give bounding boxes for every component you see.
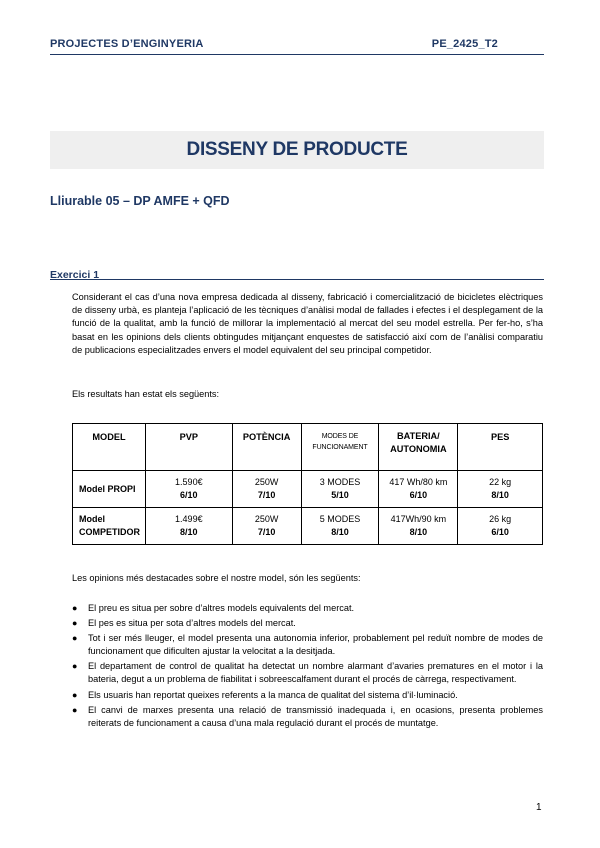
col-header-potencia: POTÈNCIA	[232, 424, 301, 471]
cell-pvp: 1.499€ 8/10	[145, 508, 232, 545]
cell-potencia: 250W 7/10	[232, 471, 301, 508]
results-label: Els resultats han estat els següents:	[72, 389, 220, 399]
col-header-pes: PES	[458, 424, 543, 471]
list-item: ● Tot i ser més lleuger, el model presenta una autonomia inferior, probablement pel reduït nombre de modes de funcionament que dificulten ajustar la velocitat a la desitjada.	[72, 633, 543, 657]
opinions-list	[72, 602, 543, 732]
opinions-label: Les opinions més destacades sobre el nostre model, són les següents:	[72, 573, 361, 583]
header-course: PROJECTES D’ENGINYERIA	[50, 38, 204, 50]
page-title: DISSENY DE PRODUCTE	[186, 139, 408, 160]
row-model-name: Model PROPI	[73, 471, 146, 508]
list-item: ● El canvi de marxes presenta una relació de transmissió inadequada i, en ocasions, presenta problemes reiterats de funcionament a causa d’una mala regulació durant el procés de muntatge.	[72, 704, 543, 728]
list-item: ● Els usuaris han reportat queixes referents a la manca de qualitat del sistema d’il·luminació.	[72, 689, 543, 702]
bullet-icon: ●	[72, 633, 78, 644]
title-box	[50, 131, 544, 169]
table-row	[73, 508, 543, 545]
bullet-icon: ●	[72, 603, 78, 613]
table-row	[73, 471, 543, 508]
list-item: ● El departament de control de qualitat ha detectat un nombre alarmant d’avaries prematures en el motor i la bateria, degut a un problema de fiabilitat i sobreescalfament durant el procés de càrrega, respectivament.	[72, 661, 543, 685]
row-model-name: Model COMPETIDOR	[73, 508, 146, 545]
table-header-row	[73, 424, 543, 471]
cell-pes: 26 kg 6/10	[458, 508, 543, 545]
bullet-icon: ●	[72, 689, 78, 700]
cell-modes: 3 MODES 5/10	[301, 471, 379, 508]
page-header	[50, 38, 544, 55]
col-header-model: MODEL	[73, 424, 146, 471]
cell-pes: 22 kg 8/10	[458, 471, 543, 508]
cell-bateria: 417Wh/90 km 8/10	[379, 508, 458, 545]
cell-potencia: 250W 7/10	[232, 508, 301, 545]
cell-modes: 5 MODES 8/10	[301, 508, 379, 545]
bullet-icon: ●	[72, 661, 78, 672]
col-header-bateria: BATERIA/ AUTONOMIA	[379, 424, 458, 471]
exercise-heading	[50, 265, 544, 280]
deliverable-subtitle: Lliurable 05 – DP AMFE + QFD	[50, 194, 230, 208]
col-header-pvp: PVP	[145, 424, 232, 471]
list-item: ● El preu es situa per sobre d’altres models equivalents del mercat.	[72, 602, 543, 615]
page-number: 1	[536, 802, 542, 813]
col-header-modes: MODES DE FUNCIONAMENT	[301, 424, 379, 471]
header-code: PE_2425_T2	[431, 38, 498, 50]
exercise-title: Exercici 1	[50, 269, 100, 281]
bullet-icon: ●	[72, 704, 78, 715]
cell-pvp: 1.590€ 6/10	[145, 471, 232, 508]
cell-bateria: 417 Wh/80 km 6/10	[379, 471, 458, 508]
bullet-icon: ●	[72, 618, 78, 629]
comparison-table	[72, 423, 543, 545]
intro-paragraph: Considerant el cas d’una nova empresa dedicada al disseny, fabricació i comercialització de bicicletes elèctriques de disseny urbà, es planteja l’aplicació de les tècniques d’anàlisi modal de fallades i efectes i el desplegament de la funció de la qualitat, amb la funció de millorar la implementació al mercat del seu model estrella. Per fer-ho, s’ha basat en les opinions dels clients obtingudes mitjançant enquestes de satisfacció així com de l’anàlisi comparatiu de publicacions especialitzades envers el model equivalent del seu principal competidor.	[72, 292, 543, 355]
list-item: ● El pes es situa per sota d’altres models del mercat.	[72, 617, 543, 630]
